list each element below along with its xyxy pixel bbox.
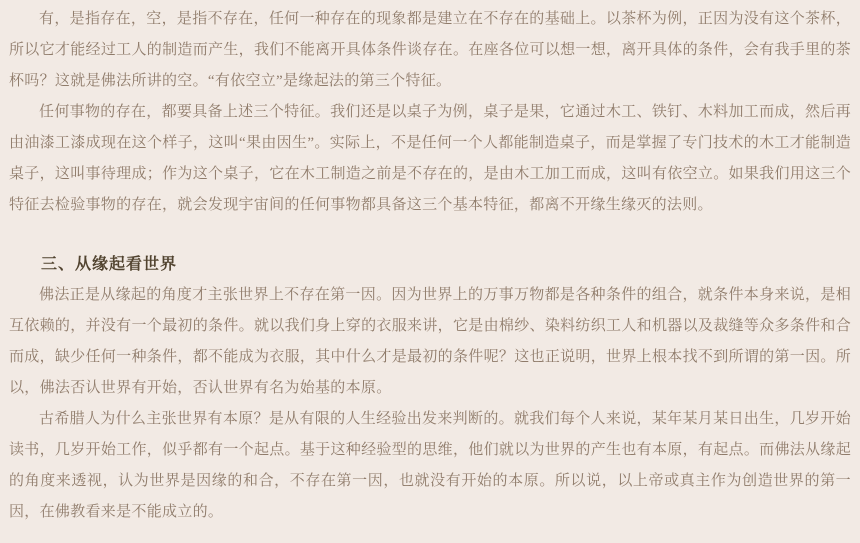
paragraph-no-first-cause: 佛法正是从缘起的角度才主张世界上不存在第一因。因为世界上的万事万物都是各种条件的组合，就条件本身来说，是相互依赖的，并没有一个最初的条件。就以我们身上穿的衣服来讲，它是由棉纱、染料纺织工人和机器以及裁缝等众多条件和合而成，缺少任何一种条件，都不能成为衣服，其中什么才是最初的条件呢？这也正说明，世界上根本找不到所谓的第一因。所以，佛法否认世界有开始，否认世界有名为始基的本原。 <box>9 287 851 396</box>
paragraph-existence-emptiness: 有，是指存在，空，是指不存在，任何一种存在的现象都是建立在不存在的基础上。以茶杯为例，正因为没有这个茶杯，所以它才能经过工人的制造而产生，我们不能离开具体条件谈存在。在座各位可以想一想，离开具体的条件，会有我手里的茶杯吗？这就是佛法所讲的空。“有依空立”是缘起法的第三个特征。 <box>9 11 851 89</box>
paragraph-greek-origin-view: 古希腊人为什么主张世界有本原？是从有限的人生经验出发来判断的。就我们每个人来说，某年某月某日出生，几岁开始读书，几岁开始工作，似乎都有一个起点。基于这种经验型的思维，他们就以为世界的产生也有本原，有起点。而佛法从缘起的角度来透视，认为世界是因缘的和合，不存在第一因，也就没有开始的本原。所以说，以上帝或真主作为创造世界的第一因，在佛教看来是不能成立的。 <box>9 411 851 520</box>
section-heading-viewing-world-from-dependent-origination: 三、从缘起看世界 <box>41 256 178 273</box>
paragraph-three-characteristics-table-example: 任何事物的存在，都要具备上述三个特征。我们还是以桌子为例，桌子是果，它通过木工、铁钉、木料加工而成，然后再由油漆工漆成现在这个样子，这叫“果由因生”。实际上，不是任何一个人都能制造桌子，而是掌握了专门技术的木工才能制造桌子，这叫事待理成；作为这个桌子，它在木工制造之前是不存在的，是由木工加工而成，这叫有依空立。如果我们用这三个特征去检验事物的存在，就会发现宇宙间的任何事物都具备这三个基本特征，都离不开缘生缘灭的法则。 <box>9 104 851 213</box>
